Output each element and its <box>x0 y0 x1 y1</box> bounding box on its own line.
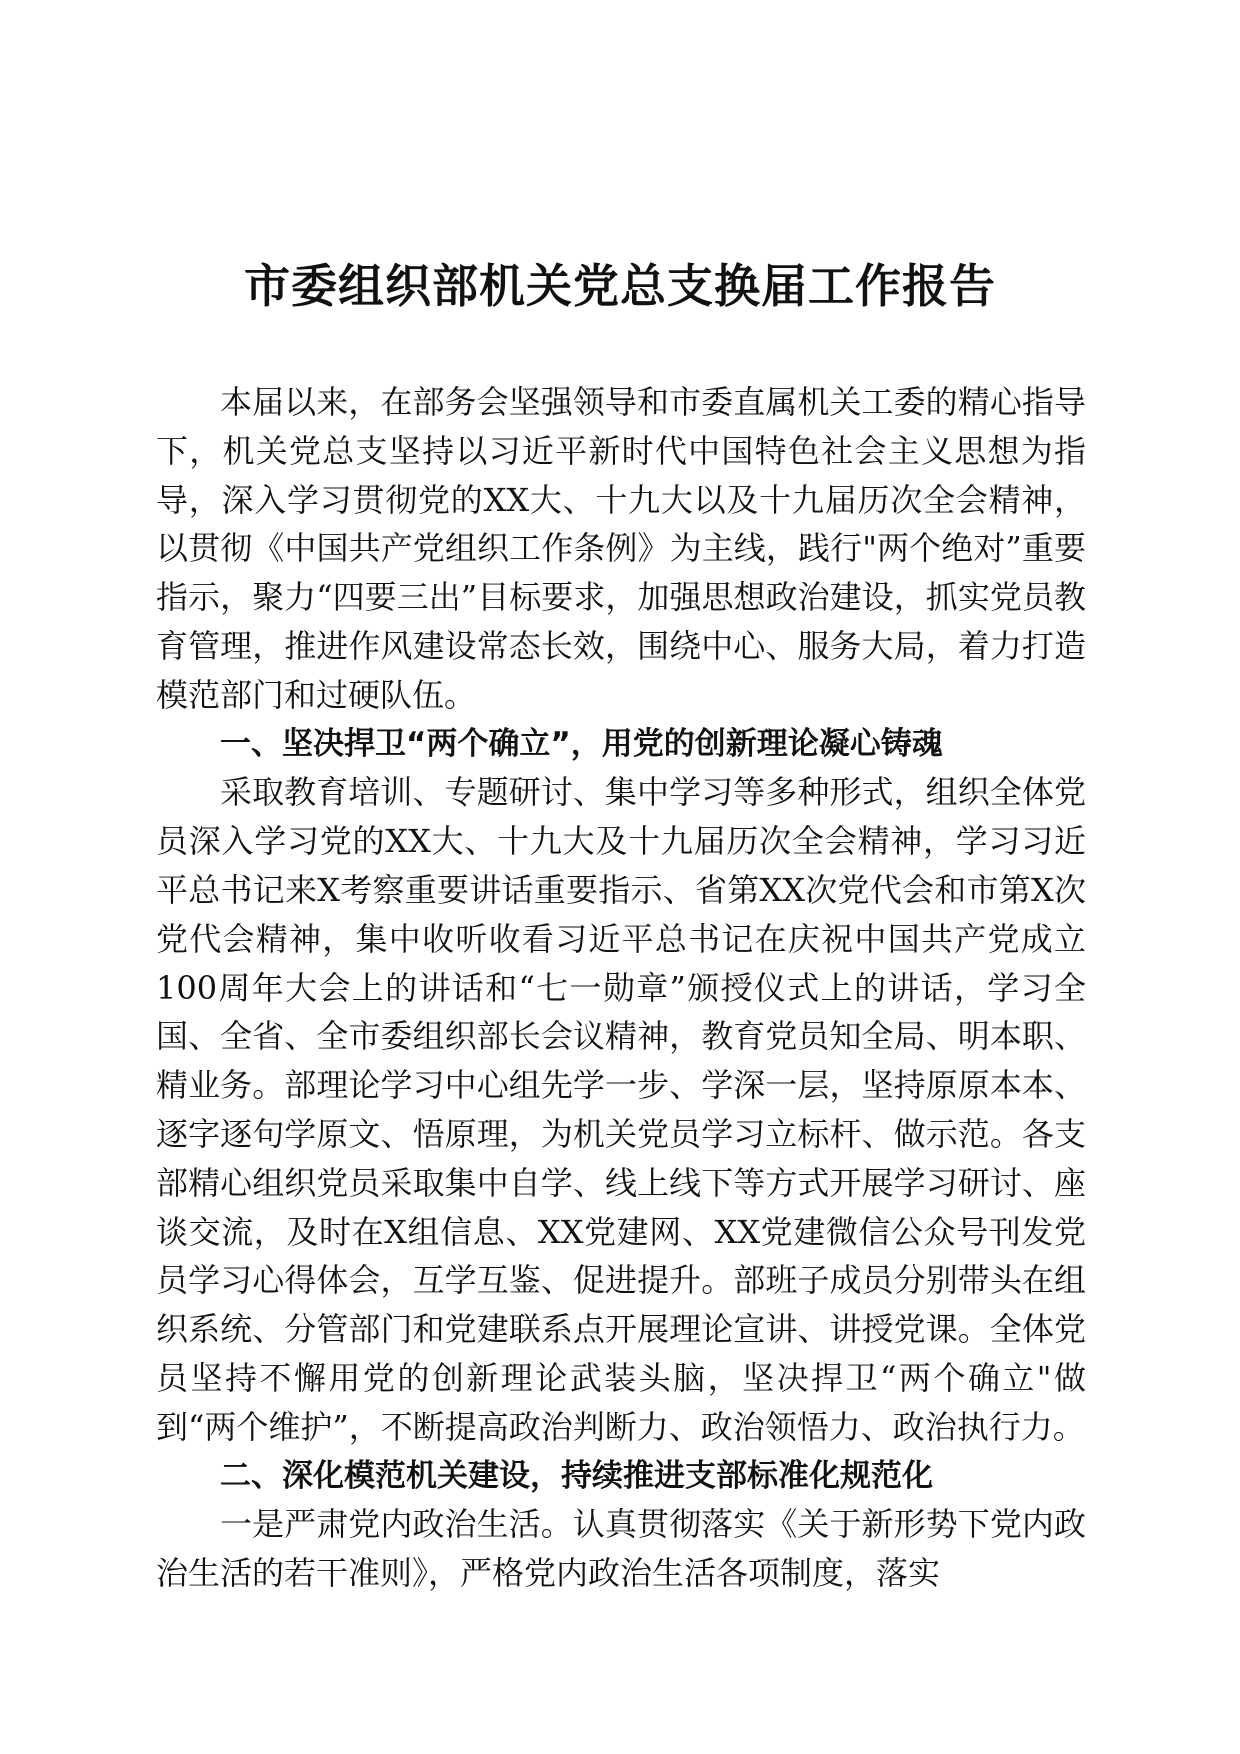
intro-paragraph: 本届以来，在部务会坚强领导和市委直属机关工委的精心指导下，机关党总支坚持以习近平新时代中国特色社会主义思想为指导，深入学习贯彻党的XX大、十九大以及十九届历次全会精神，以贯彻《中国共产党组织工作条例》为主线，践行"两个绝对”重要指示，聚力“四要三出”目标要求，加强思想政治建设，抓实党员教育管理，推进作风建设常态长效，围绕中心、服务大局，着力打造模范部门和过硬队伍。 <box>156 383 1086 714</box>
document-body <box>156 378 1086 1598</box>
section-2-paragraph: 一是严肃党内政治生活。认真贯彻落实《关于新形势下党内政治生活的若干准则》，严格党内政治生活各项制度，落实 <box>156 1505 1086 1593</box>
section-heading-2: 二、深化模范机关建设，持续推进支部标准化规范化 <box>220 1457 933 1494</box>
section-heading-1: 一、坚决捍卫“两个确立”，用党的创新理论凝心铸魂 <box>220 725 943 762</box>
document-title: 市委组织部机关党总支换届工作报告 <box>244 259 996 313</box>
section-1-paragraph: 采取教育培训、专题研讨、集中学习等多种形式，组织全体党员深入学习党的XX大、十九大及十九届历次全会精神，学习习近平总书记来X考察重要讲话重要指示、省第XX次党代会和市第X次党代会精神，集中收听收看习近平总书记在庆祝中国共产党成立100周年大会上的讲话和“七一勋章”颁授仪式上的讲话，学习全国、全省、全市委组织部长会议精神，教育党员知全局、明本职、精业务。部理论学习中心组先学一步、学深一层，坚持原原本本、逐字逐句学原文、悟原理，为机关党员学习立标杆、做示范。各支部精心组织党员采取集中自学、线上线下等方式开展学习研讨、座谈交流，及时在X组信息、XX党建网、XX党建微信公众号刊发党员学习心得体会，互学互鉴、促进提升。部班子成员分别带头在组织系统、分管部门和党建联系点开展理论宣讲、讲授党课。全体党员坚持不懈用党的创新理论武装头脑，坚决捍卫“两个确立"做到“两个维护”，不断提高政治判断力、政治领悟力、政治执行力。 <box>156 773 1086 1446</box>
